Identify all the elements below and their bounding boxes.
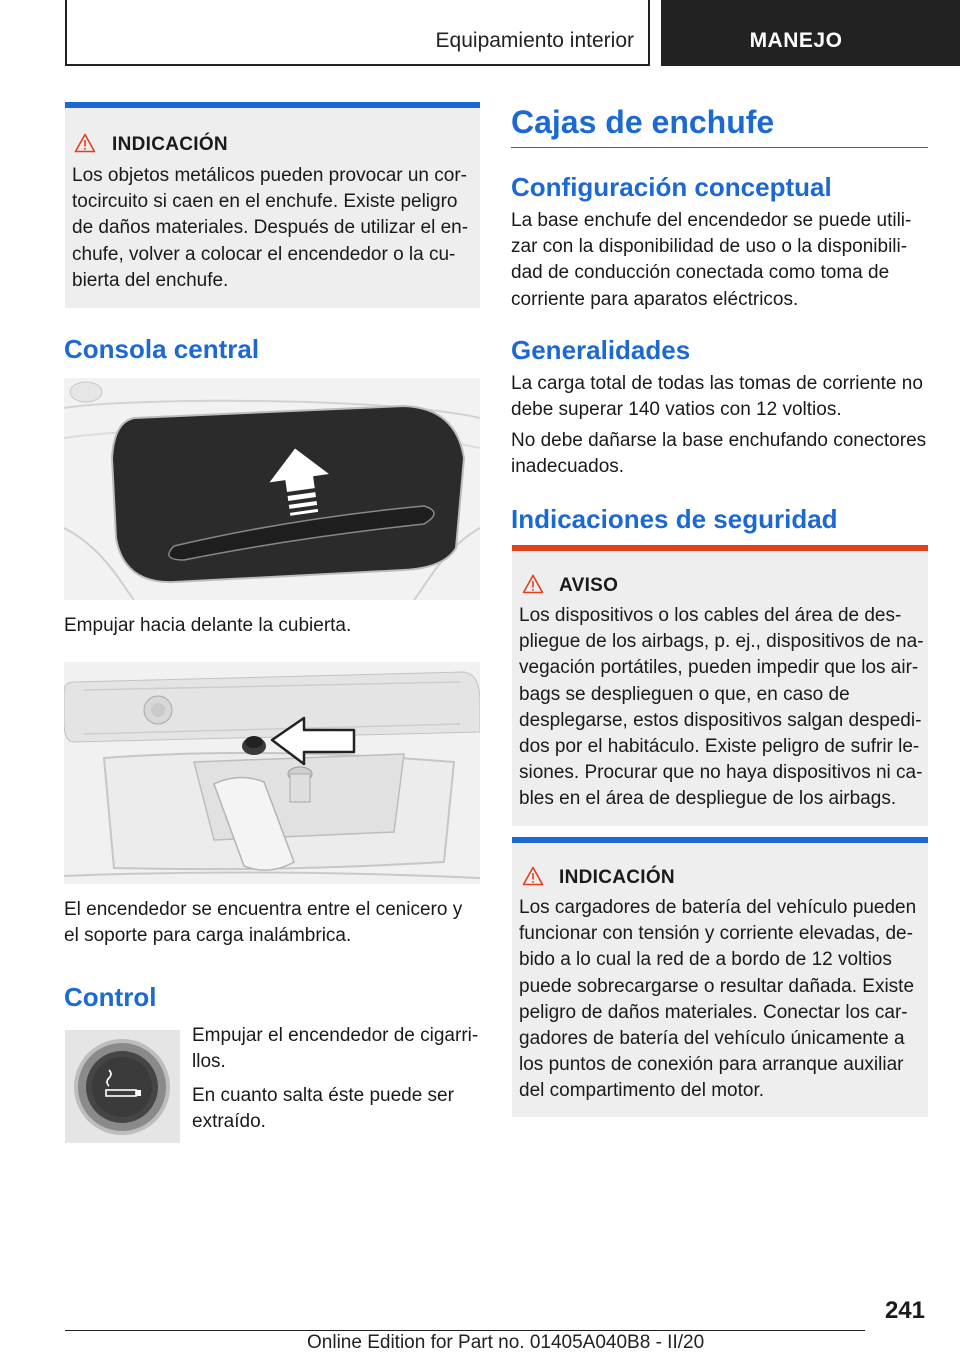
warning-box-aviso [512, 545, 928, 826]
notice-box-indicacion-1 [65, 102, 480, 308]
heading-control: Control [64, 982, 157, 1012]
caption-figure-2: El encendedor se encuentra entre el cenicero y el soporte para carga inalámbrica. [64, 899, 463, 947]
warning-label: AVISO [559, 575, 619, 596]
footer-rule [65, 1330, 865, 1331]
control-text-2: En cuanto salta éste puede ser extraído. [192, 1085, 454, 1133]
page-title-cajas-de-enchufe: Cajas de enchufe [511, 104, 775, 140]
figure-lighter-location [64, 662, 480, 884]
general-text-1: La carga total de todas las tomas de corriente no debe superar 140 vatios con 12 voltios. [511, 373, 923, 421]
lighter-button-image [65, 1030, 180, 1143]
warning-triangle-icon [74, 133, 96, 153]
header-section-box [65, 0, 650, 66]
notice-label: INDICACIÓN [112, 134, 228, 155]
warning-triangle-icon [522, 574, 544, 594]
header-chapter-tab [661, 0, 960, 66]
notice-bar [65, 102, 480, 108]
heading-indicaciones-seguridad: Indicaciones de seguridad [511, 504, 838, 534]
footer-edition-text: Online Edition for Part no. 01405A040B8 - II/20 [307, 1332, 705, 1353]
notice-bar [512, 837, 928, 843]
notice-text: Los cargadores de batería del vehículo pueden funcionar con tensión y corriente elevadas, de- bido a lo cual la red de a bordo de 12 voltios puede sobrecargarse o resultar dañada. Existe peligro de daños materiales. Conectar los car- gadores de batería del vehículo únicamente a los puntos de conexión para arranque auxiliar del compartimento del motor. [519, 897, 917, 1102]
caption-figure-1: Empujar hacia delante la cubierta. [64, 615, 352, 636]
heading-generalidades: Generalidades [511, 335, 691, 365]
notice-box-indicacion-2 [512, 837, 928, 1117]
heading-consola-central: Consola central [64, 334, 260, 364]
control-text-1: Empujar el encendedor de cigarri- llos. [192, 1025, 479, 1073]
section-title: Equipamiento interior [435, 29, 634, 52]
page-number: 241 [884, 1297, 925, 1324]
warning-triangle-icon [522, 866, 544, 886]
general-text-2: No debe dañarse la base enchufando conectores inadecuados. [511, 430, 927, 478]
warning-text: Los dispositivos o los cables del área de des- pliegue de los airbags, p. ej., dispositivos de na- vegación portátiles, pueden impedir que los air- bags se desplieguen o que, en caso de desplegarse, estos dispositivos salgan despedi- dos por el habitáculo. Existe peligro de sufrir le- siones. Procurar que no haya dispositivos ni ca- bles en el área de despliegue de los airbags. [519, 605, 924, 810]
heading-configuracion: Configuración conceptual [511, 172, 832, 202]
notice-text: Los objetos metálicos pueden provocar un cor- tocircuito si caen en el enchufe. Existe peligro de daños materiales. Después de utilizar el en- chufe, volver a colocar el encendedor o la cu- bierta del enchufe. [72, 165, 469, 291]
figure-charging-tray [64, 378, 480, 600]
chapter-title: MANEJO [749, 29, 843, 52]
concept-text: La base enchufe del encendedor se puede utili- zar con la disponibilidad de uso o la disponibili- dad de conducción conectada como toma de corriente para aparatos eléctricos. [511, 210, 912, 310]
title-underline [511, 147, 928, 148]
warning-bar [512, 545, 928, 551]
notice-label: INDICACIÓN [559, 867, 675, 888]
